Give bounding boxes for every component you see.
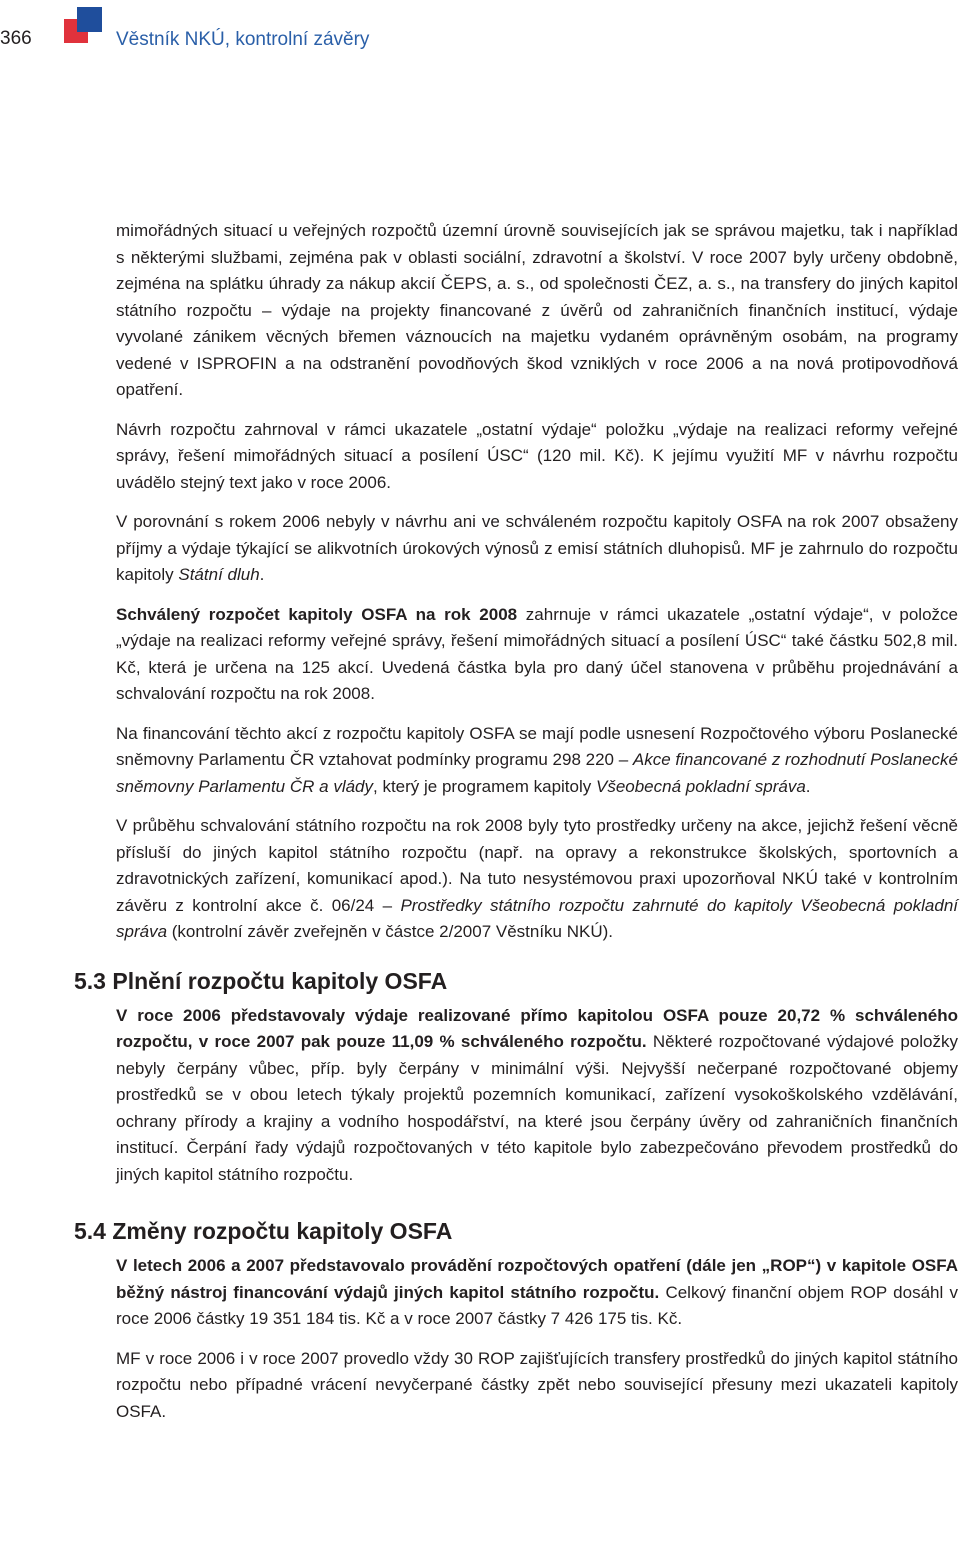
page-header <box>0 0 960 80</box>
section-heading-5-3: 5.3 Plnění rozpočtu kapitoly OSFA <box>74 967 448 994</box>
journal-title: Věstník NKÚ, kontrolní závěry <box>116 29 370 50</box>
section-5-4-paragraph-2: MF v roce 2006 i v roce 2007 provedlo vždy 30 ROP zajišťujících transfery prostředků do jiných kapitol státního rozpočtu nebo případné vrácení nevyčerpané částky zpět nebo související přesuny mezi ukazateli kapitoly OSFA. <box>116 1348 958 1421</box>
paragraph-3: V porovnání s rokem 2006 nebyly v návrhu ani ve schváleném rozpočtu kapitoly OSFA na rok 2007 obsaženy příjmy a výdaje týkající se alikvotních úrokových výnosů z emisí státních dluhopisů. MF je zahrnulo do rozpočtu kapitoly Státní dluh. <box>116 512 958 584</box>
section-5-4-paragraph-1: V letech 2006 a 2007 představovalo provádění rozpočtových opatření (dále jen „ROP“) v kapitole OSFA běžný nástroj financování výdajů jiných kapitol státního rozpočtu. Celkový finanční objem ROP dosáhl v roce 2006 částky 19 351 184 tis. Kč a v roce 2007 částky 7 426 175 tis. Kč. <box>116 1256 958 1328</box>
section-heading-5-4: 5.4 Změny rozpočtu kapitoly OSFA <box>74 1218 453 1244</box>
paragraph-4: Schválený rozpočet kapitoly OSFA na rok 2008 zahrnuje v rámci ukazatele „ostatní výdaje“, v položce „výdaje na realizaci reformy veřejné správy, řešení mimořádných situací a posílení ÚSC“ také částku 502,8 mil. Kč, která je určena na 125 akcí. Uvedená částka byla pro daný účel stanovena v průběhu projednávání a schvalování rozpočtu na rok 2008. <box>116 604 958 703</box>
section-5-3-paragraph: V roce 2006 představovaly výdaje realizované přímo kapitolou OSFA pouze 20,72 % schváleného rozpočtu, v roce 2007 pak pouze 11,09 % schváleného rozpočtu. Některé rozpočtované výdajové položky nebyly čerpány vůbec, příp. byly čerpány v minimální výši. Nejvyšší nečerpané rozpočtované objemy prostředků se v obou letech týkaly projektů pozemních komunikací, zařízení vysokoškolského vzdělávání, ochrany přírody a krajiny a vodního hospodářství, na které jsou čerpány úvěry od zahraničních finančních institucí. Čerpání řady výdajů rozpočtovaných v této kapitole bylo zabezpečováno převodem prostředků do jiných kapitol státního rozpočtu. <box>116 1005 958 1184</box>
page-number: 366 <box>0 28 32 49</box>
paragraph-2: Návrh rozpočtu zahrnoval v rámci ukazatele „ostatní výdaje“ položku „výdaje na realizaci reformy veřejné správy, řešení mimořádných situací a posílení ÚSC“ (120 mil. Kč). K jejímu využití MF v návrhu rozpočtu uvádělo stejný text jako v roce 2006. <box>116 419 958 492</box>
logo-blue-square <box>77 7 102 32</box>
paragraph-6: V průběhu schvalování státního rozpočtu na rok 2008 byly tyto prostředky určeny na akce, jejichž řešení věcně přísluší do jiných kapitol státního rozpočtu (např. na opravy a rekonstrukce školských, sportovních a zdravotnických zařízení, komunikací apod.). Na tuto nesystémovou praxi upozorňoval NKÚ také v kontrolním závěru z kontrolní akce č. 06/24 – Prostředky státního rozpočtu zahrnuté do kapitoly Všeobecná pokladní správa (kontrolní závěr zveřejněn v částce 2/2007 Věstníku NKÚ). <box>116 816 959 941</box>
nku-logo <box>64 7 102 45</box>
paragraph-1: mimořádných situací u veřejných rozpočtů územní úrovně souvisejících jak se správou majetku, tak i například s některými službami, zejména pak v oblasti sociální, zdravotní a školství. V roce 2007 byly určeny obdobně, zejména na splátku úhrady za nákup akcií ČEPS, a. s., od společnosti ČEZ, a. s., na transfery do jiných kapitol státního rozpočtu – výdaje na projekty financované z úvěrů od zahraničních finančních institucí, výdaje vyvolané zánikem věcných břemen váznoucích na majetku vydaném oprávněným osobám, na programy vedené v ISPROFIN a na odstranění povodňových škod vzniklých v roce 2006 a na nová protipovodňová opatření. <box>116 221 958 399</box>
paragraph-5: Na financování těchto akcí z rozpočtu kapitoly OSFA se mají podle usnesení Rozpočtového výboru Poslanecké sněmovny Parlamentu ČR vztahovat podmínky programu 298 220 – Akce financované z rozhodnutí Poslanecké sněmovny Parlamentu ČR a vlády, který je programem kapitoly Všeobecná pokladní správa. <box>116 723 959 796</box>
document-body <box>74 218 959 1438</box>
